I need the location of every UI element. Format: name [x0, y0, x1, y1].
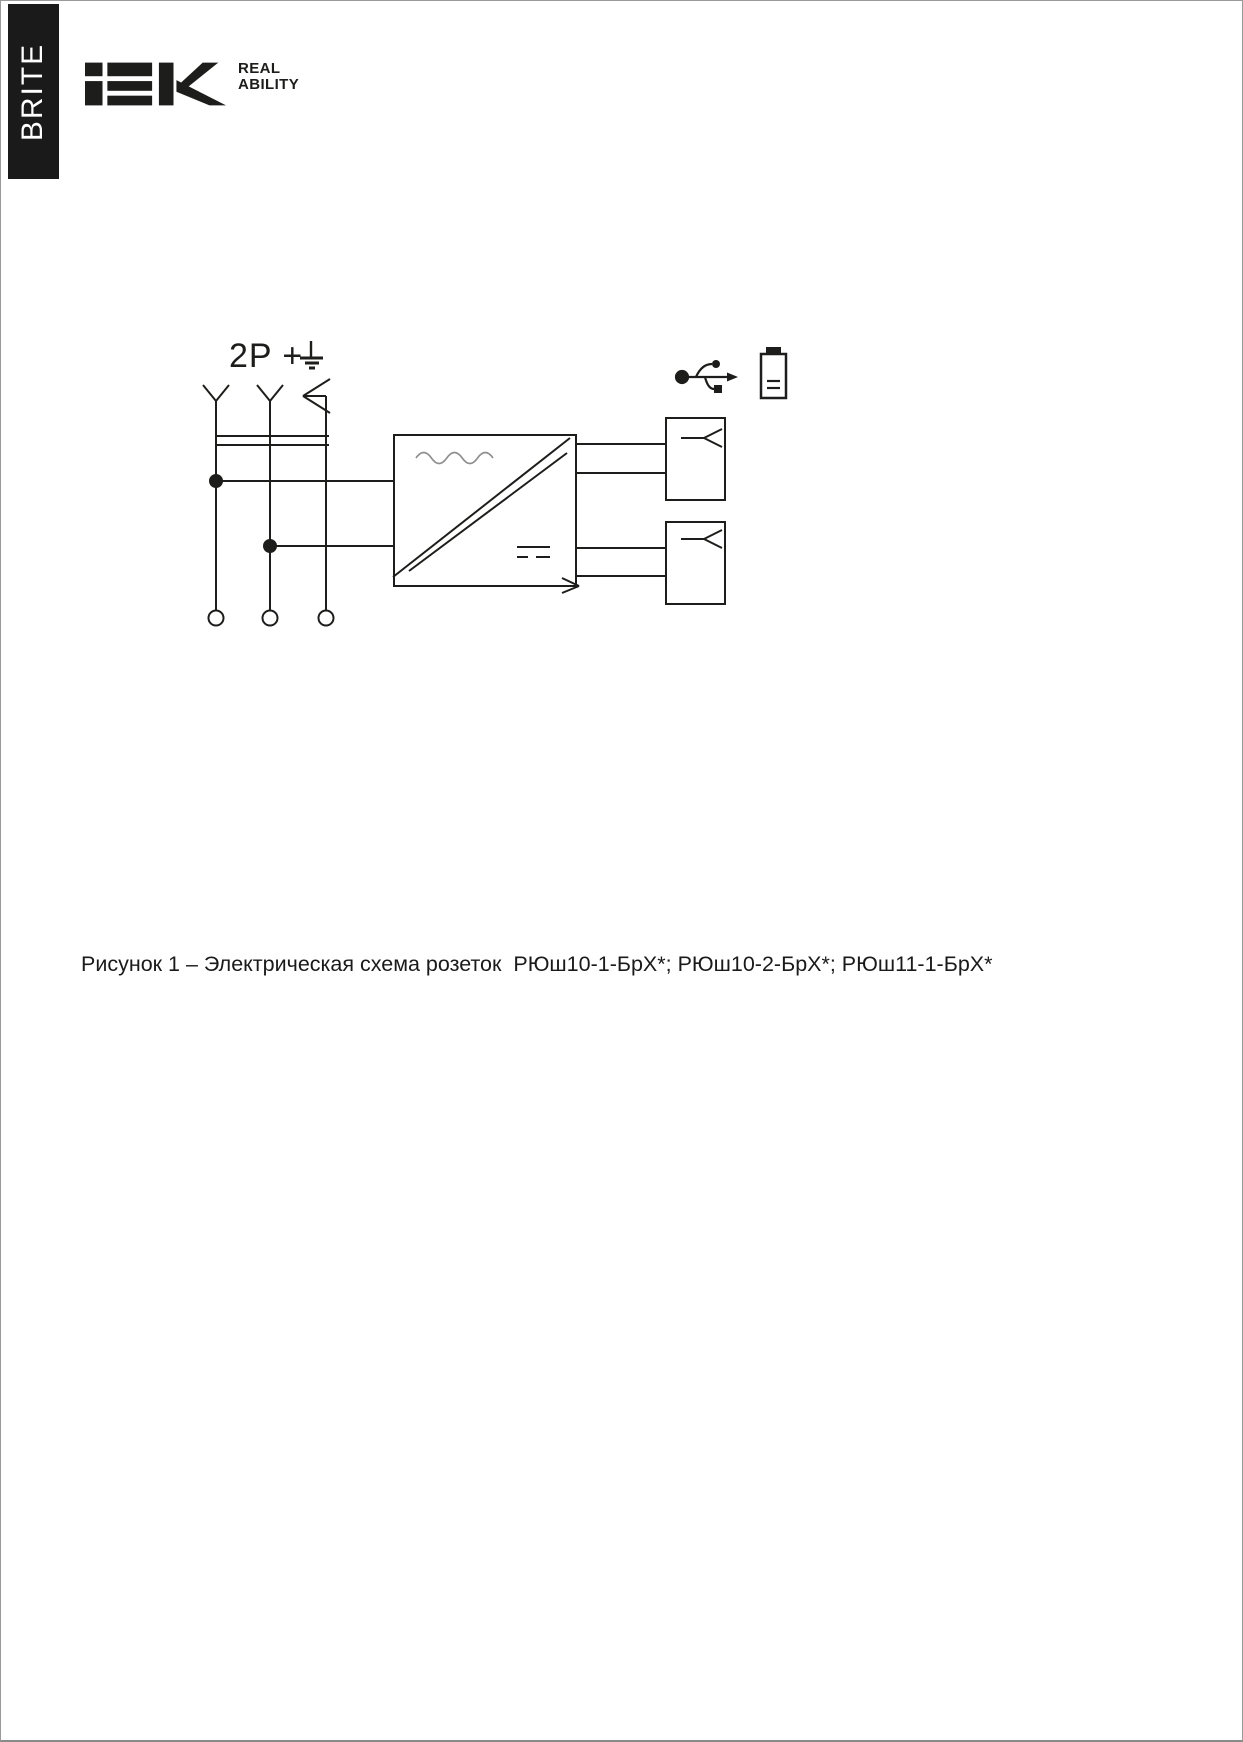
output-box-b: [666, 522, 725, 604]
terminal-circle: [319, 611, 334, 626]
tagline-line2: ABILITY: [238, 75, 300, 93]
figure-caption: Рисунок 1 – Электрическая схема розеток РЮш10-1-БрХ*; РЮш10-2-БрХ*; РЮш11-1-БрХ*: [81, 952, 993, 976]
terminal-circle: [263, 611, 278, 626]
fork-terminal-icon: [203, 385, 229, 401]
socket-fork-icon: [681, 429, 722, 447]
schematic-diagram: [1, 1, 1243, 1051]
brite-label: BRITE: [16, 42, 50, 141]
terminal-circle: [209, 611, 224, 626]
flow-arrow-icon: [551, 578, 579, 593]
double-line-symbol: [215, 436, 329, 445]
output-box-a: [666, 418, 725, 500]
dc-symbol-icon: [517, 547, 550, 557]
converter-diagonal-2: [409, 453, 567, 571]
ac-wave-icon: [416, 453, 493, 464]
usb-icon: [676, 360, 738, 393]
battery-icon: [761, 347, 786, 398]
earth-ground-icon: [300, 341, 323, 368]
socket-fork-icon: [681, 530, 722, 548]
converter-box: [394, 435, 576, 586]
input-poles-label: 2P +: [229, 337, 304, 375]
tagline-line1: REAL: [238, 60, 281, 77]
fork-terminal-icon: [257, 385, 283, 401]
